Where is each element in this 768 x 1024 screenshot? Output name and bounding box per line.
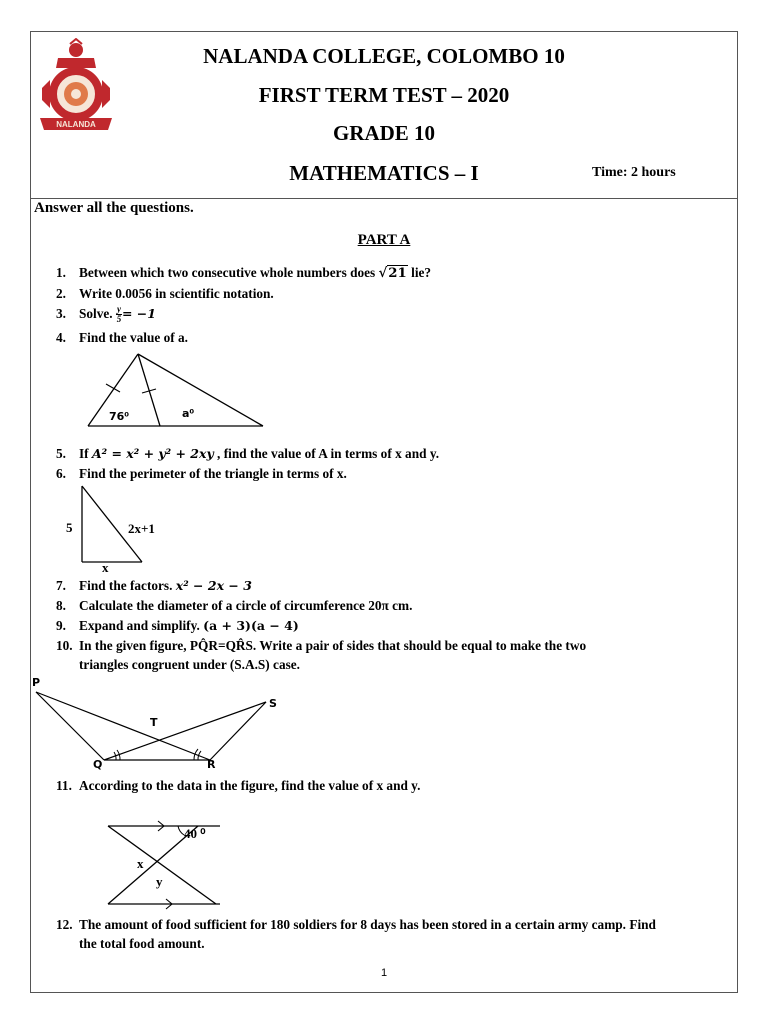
- question-10-continued: triangles congruent under (S.A.S) case.: [79, 657, 300, 672]
- question-4: 4. Find the value of a.: [56, 330, 188, 345]
- question-5: 5. If A² = x² + y² + 2xy , find the value of A in terms of x and y.: [56, 446, 440, 461]
- side-5-label: 5: [66, 520, 73, 535]
- time-allowed: Time: 2 hours: [592, 165, 676, 180]
- base-x-label: x: [102, 560, 109, 575]
- square-root: √21: [378, 266, 407, 281]
- side-2x1-label: 2x+1: [128, 521, 155, 536]
- fraction: $\frac{y}{5}$: [116, 304, 122, 325]
- angle-76-label: 76⁰: [109, 410, 130, 423]
- question-6: 6. Find the perimeter of the triangle in terms of x.: [56, 466, 347, 481]
- page-number: 1: [380, 967, 388, 979]
- question-3: 3. Solve. $\frac{y}{5}$ = −1: [56, 304, 156, 325]
- angle-40-label: 40 ⁰: [184, 826, 206, 841]
- question-9: 9. Expand and simplify. (a + 3)(a − 4): [56, 618, 299, 633]
- test-name: FIRST TERM TEST – 2020: [258, 83, 510, 107]
- header-divider: [30, 198, 738, 199]
- question-1: 1. Between which two consecutive whole numbers does √21 lie?: [56, 265, 432, 281]
- subject-title: MATHEMATICS – I: [289, 161, 479, 185]
- vertex-r-label: R: [207, 758, 216, 771]
- vertex-s-label: S: [269, 697, 277, 710]
- angle-a-label: a⁰: [182, 407, 195, 420]
- question-11: 11. According to the data in the figure, find the value of x and y.: [56, 778, 421, 793]
- figure-q10-congruent-triangles: [30, 676, 290, 772]
- question-7: 7. Find the factors. x² − 2x − 3: [56, 578, 252, 593]
- svg-text:NALANDA: NALANDA: [56, 120, 96, 129]
- angle-y-label: y: [156, 874, 163, 889]
- question-12: 12. The amount of food sufficient for 180 soldiers for 8 days has been stored in a certain army camp. Find: [56, 917, 656, 932]
- question-10: 10. In the given figure, PQ̂R=QR̂S. Write a pair of sides that should be equal to make the two: [56, 638, 587, 653]
- vertex-q-label: Q: [93, 758, 103, 771]
- school-name: NALANDA COLLEGE, COLOMBO 10: [203, 44, 565, 68]
- question-12-continued: the total food amount.: [79, 936, 205, 951]
- grade-title: GRADE 10: [332, 121, 436, 145]
- vertex-p-label: P: [32, 676, 41, 689]
- angle-x-label: x: [137, 856, 144, 871]
- question-2: 2. Write 0.0056 in scientific notation.: [56, 286, 274, 301]
- instructions: Answer all the questions.: [34, 200, 194, 216]
- vertex-t-label: T: [150, 716, 158, 729]
- figure-q11-parallel-lines: [104, 820, 234, 908]
- question-8: 8. Calculate the diameter of a circle of circumference 20π cm.: [56, 598, 413, 613]
- part-title: PART A: [357, 232, 411, 248]
